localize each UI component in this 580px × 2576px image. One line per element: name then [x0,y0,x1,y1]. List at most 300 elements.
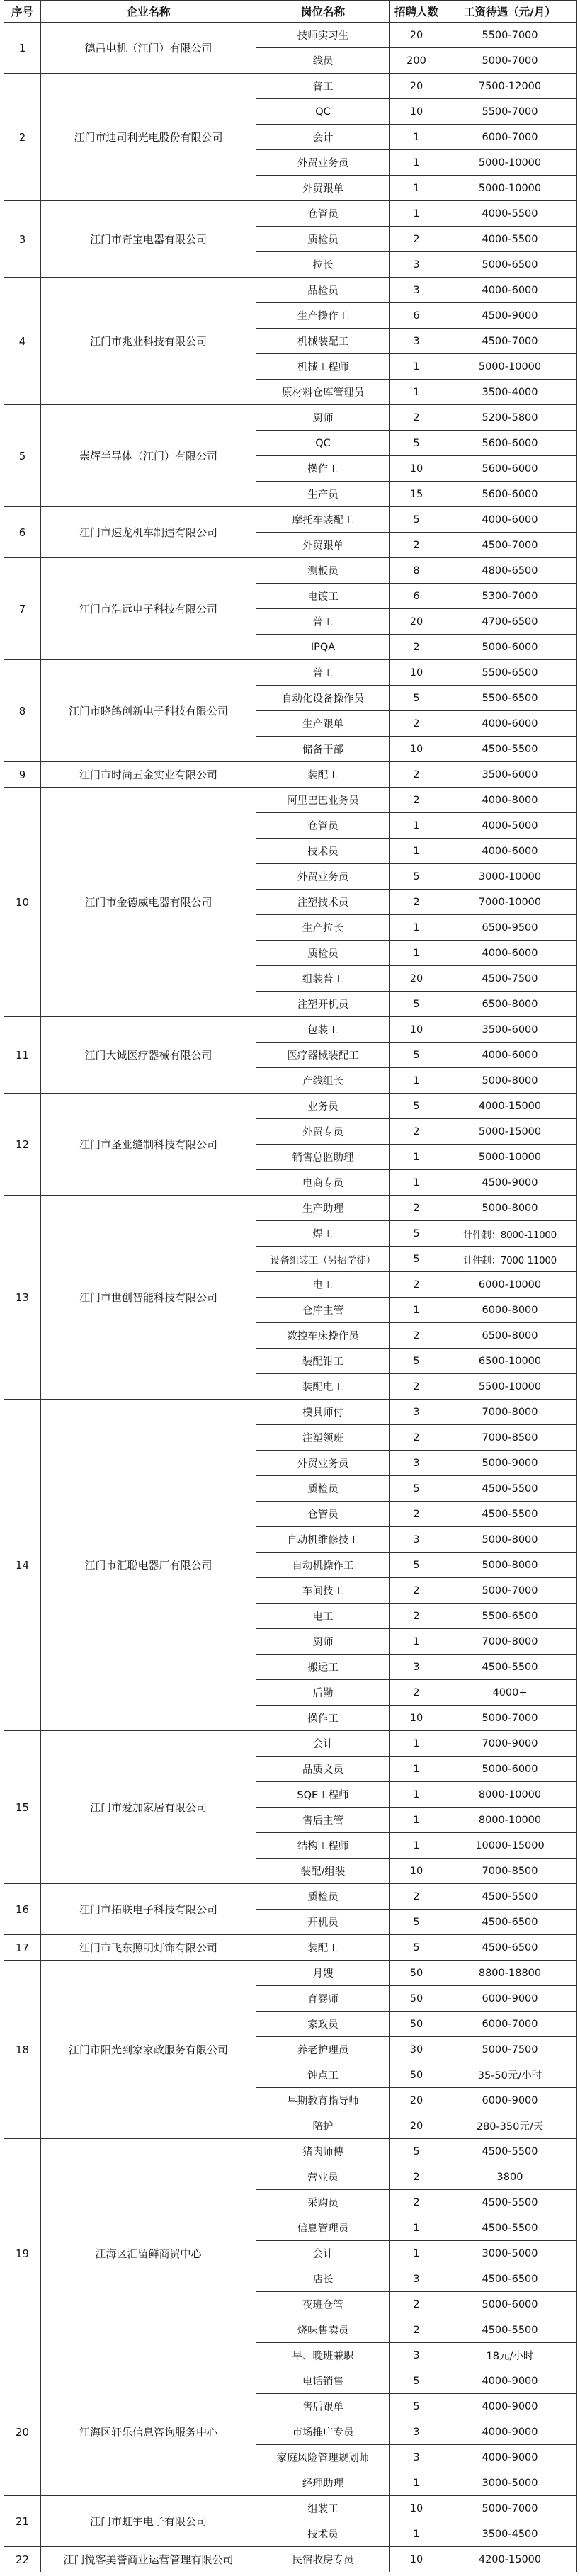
position-name: 育婴师 [256,1986,390,2012]
headcount: 1 [390,839,443,864]
salary: 10000-15000 [443,1833,577,1859]
salary: 7000-9000 [443,1731,577,1757]
table-row [4,788,577,813]
headcount: 2 [390,1502,443,1527]
salary: 5500-7000 [443,23,577,48]
salary: 3500-6000 [443,1017,577,1043]
headcount: 5 [390,686,443,711]
salary: 5000-10000 [443,1145,577,1170]
company-name: 江门市虹宇电子有限公司 [41,2496,256,2547]
position-name: 售后主管 [256,1808,390,1833]
salary: 5300-7000 [443,584,577,609]
position-name: 生产拉长 [256,915,390,941]
position-name: 厨师 [256,1629,390,1655]
headcount: 2 [390,711,443,737]
position-name: 自动机操作工 [256,1553,390,1578]
salary: 5500-6500 [443,1604,577,1629]
headcount: 10 [390,1706,443,1731]
position-name: 市场推广专员 [256,2419,390,2445]
salary: 4000-6000 [443,278,577,303]
position-name: 普工 [256,609,390,635]
company-name: 江门市晓鸽创新电子科技有限公司 [41,660,256,762]
salary: 计件制：8000-11000 [443,1221,577,1247]
position-name: 阿里巴巴业务员 [256,788,390,813]
headcount: 3 [390,252,443,278]
position-name: 仓管员 [256,201,390,227]
position-name: 质检员 [256,1476,390,1502]
headcount: 1 [390,2241,443,2266]
headcount: 10 [390,2547,443,2572]
company-number: 3 [4,201,41,278]
position-name: 搬运工 [256,1655,390,1680]
salary: 4500-5500 [443,2215,577,2241]
position-name: 会计 [256,125,390,150]
salary: 5000-6000 [443,2292,577,2317]
salary: 4000-5000 [443,813,577,839]
salary: 5000-6000 [443,635,577,660]
position-name: 测板员 [256,558,390,584]
position-name: IPQA [256,635,390,660]
company-name: 江门市汇聪电器厂有限公司 [41,1400,256,1731]
salary: 4500-5500 [443,1655,577,1680]
company-name: 江门市浩远电子科技有限公司 [41,558,256,660]
headcount: 1 [390,1782,443,1808]
salary: 5000-8000 [443,1553,577,1578]
company-number: 17 [4,1935,41,1961]
headcount: 3 [390,329,443,354]
salary: 4500-6500 [443,1935,577,1961]
position-name: 生产跟单 [256,711,390,737]
salary: 6000-9000 [443,2088,577,2113]
position-name: 注塑领班 [256,1425,390,1451]
company-name: 江门市速龙机车制造有限公司 [41,507,256,558]
headcount: 2 [390,2292,443,2317]
headcount: 1 [390,150,443,176]
salary: 5000-10000 [443,354,577,380]
salary: 3000-5000 [443,2241,577,2266]
salary: 5000-7000 [443,2496,577,2521]
salary: 4500-9000 [443,1170,577,1196]
company-number: 1 [4,23,41,74]
headcount: 3 [390,2445,443,2470]
position-name: 销售总监助理 [256,1145,390,1170]
salary: 6000-7000 [443,2012,577,2037]
headcount: 1 [390,380,443,405]
position-name: 生产助理 [256,1196,390,1221]
salary: 5600-6000 [443,431,577,456]
position-name: 产线组长 [256,1068,390,1094]
salary: 4500-9000 [443,303,577,329]
company-name: 江海区轩乐信息咨询服务中心 [41,2368,256,2496]
company-name: 江门市飞东照明灯饰有限公司 [41,1935,256,1961]
company-number: 20 [4,2368,41,2496]
headcount: 50 [390,1961,443,1986]
headcount: 2 [390,1272,443,1298]
company-name: 江门市奇宝电器有限公司 [41,201,256,278]
salary: 6000-8000 [443,1298,577,1323]
table-row [4,405,577,431]
position-name: 会计 [256,2241,390,2266]
headcount: 15 [390,482,443,507]
position-name: 陪护 [256,2113,390,2139]
position-name: 品质文员 [256,1757,390,1782]
position-name: 生产员 [256,482,390,507]
headcount: 2 [390,2190,443,2215]
position-name: 电工 [256,1272,390,1298]
table-row [4,1196,577,1221]
position-name: 外贸业务员 [256,1451,390,1476]
company-number: 6 [4,507,41,558]
headcount: 6 [390,584,443,609]
headcount: 20 [390,2113,443,2139]
headcount: 1 [390,941,443,966]
company-number: 2 [4,74,41,201]
headcount: 1 [390,1833,443,1859]
salary: 4500-5500 [443,1476,577,1502]
position-name: QC [256,99,390,125]
headcount: 1 [390,1808,443,1833]
salary: 3800 [443,2164,577,2190]
table-row [4,1094,577,1119]
position-name: 家政员 [256,2012,390,2037]
position-name: 外贸专员 [256,1119,390,1145]
headcount: 200 [390,48,443,74]
position-name: 设备组装工（另招学徒） [256,1247,390,1272]
headcount: 3 [390,1655,443,1680]
table-row [4,2368,577,2394]
position-name: 猪肉师傅 [256,2139,390,2164]
salary: 4500-7000 [443,329,577,354]
headcount: 5 [390,1247,443,1272]
headcount: 50 [390,1986,443,2012]
job-table [4,0,577,2572]
position-name: 月嫂 [256,1961,390,1986]
headcount: 1 [390,176,443,201]
position-name: 技术员 [256,839,390,864]
salary: 35-50元/小时 [443,2062,577,2088]
company-number: 15 [4,1731,41,1884]
company-number: 21 [4,2496,41,2547]
position-name: 质检员 [256,227,390,252]
position-name: 技师实习生 [256,23,390,48]
salary: 5500-6500 [443,660,577,686]
position-name: 注塑开机员 [256,992,390,1017]
position-name: 数控车床操作员 [256,1323,390,1349]
salary: 8000-10000 [443,1808,577,1833]
salary: 4000-8000 [443,788,577,813]
position-name: 线员 [256,48,390,74]
salary: 4500-5500 [443,2139,577,2164]
salary: 6000-10000 [443,1272,577,1298]
position-name: 拉长 [256,252,390,278]
salary: 4000-9000 [443,2445,577,2470]
headcount: 1 [390,2521,443,2547]
headcount: 1 [390,1298,443,1323]
salary: 4000-9000 [443,2394,577,2419]
salary: 4500-6500 [443,1910,577,1935]
salary: 5000-8000 [443,1196,577,1221]
headcount: 20 [390,966,443,992]
salary: 4500-5500 [443,2317,577,2343]
headcount: 10 [390,660,443,686]
salary: 5000-15000 [443,1119,577,1145]
salary: 3000-10000 [443,864,577,890]
header-no: 序号 [4,1,41,23]
salary: 3500-6000 [443,762,577,788]
headcount: 5 [390,1553,443,1578]
company-name: 崇辉半导体（江门）有限公司 [41,405,256,507]
position-name: 组装普工 [256,966,390,992]
headcount: 20 [390,609,443,635]
salary: 5000-7000 [443,48,577,74]
position-name: 业务员 [256,1094,390,1119]
company-number: 9 [4,762,41,788]
salary: 4500-7500 [443,966,577,992]
table-row [4,1961,577,1986]
table-row [4,1400,577,1425]
salary: 5600-6000 [443,482,577,507]
position-name: 普工 [256,660,390,686]
salary: 8000-10000 [443,1782,577,1808]
position-name: 装配工 [256,1935,390,1961]
company-number: 14 [4,1400,41,1731]
position-name: 摩托车装配工 [256,507,390,533]
headcount: 5 [390,1935,443,1961]
position-name: 电商专员 [256,1170,390,1196]
header-company: 企业名称 [41,1,256,23]
position-name: 外贸业务员 [256,150,390,176]
salary: 280-350元/天 [443,2113,577,2139]
headcount: 10 [390,1017,443,1043]
headcount: 20 [390,2088,443,2113]
position-name: 机械工程师 [256,354,390,380]
position-name: 装配/组装 [256,1859,390,1884]
position-name: 售后跟单 [256,2394,390,2419]
company-number: 22 [4,2547,41,2572]
headcount: 2 [390,2317,443,2343]
headcount: 2 [390,227,443,252]
position-name: 会计 [256,1731,390,1757]
table-row [4,762,577,788]
salary: 4500-7000 [443,533,577,558]
headcount: 30 [390,2037,443,2062]
position-name: 装配工 [256,762,390,788]
position-name: 注塑技术员 [256,890,390,915]
headcount: 1 [390,354,443,380]
headcount: 5 [390,864,443,890]
salary: 3500-4500 [443,2521,577,2547]
position-name: 经理助理 [256,2470,390,2496]
salary: 4000-15000 [443,1094,577,1119]
headcount: 1 [390,1757,443,1782]
position-name: 外贸跟单 [256,533,390,558]
headcount: 1 [390,1629,443,1655]
position-name: 操作工 [256,456,390,482]
headcount: 5 [390,2139,443,2164]
salary: 5000-7500 [443,2037,577,2062]
headcount: 1 [390,125,443,150]
position-name: 采购员 [256,2190,390,2215]
headcount: 8 [390,558,443,584]
company-name: 德昌电机（江门）有限公司 [41,23,256,74]
header-salary: 工资待遇（元/月） [443,1,577,23]
company-number: 16 [4,1884,41,1935]
headcount: 10 [390,1859,443,1884]
headcount: 2 [390,1680,443,1706]
salary: 4000-5500 [443,201,577,227]
salary: 6500-8000 [443,1323,577,1349]
salary: 5500-6500 [443,686,577,711]
headcount: 5 [390,2368,443,2394]
headcount: 5 [390,1476,443,1502]
position-name: 电话销售 [256,2368,390,2394]
company-name: 江门市爱加家居有限公司 [41,1731,256,1884]
company-name: 江门市时尚五金实业有限公司 [41,762,256,788]
headcount: 1 [390,2215,443,2241]
salary: 5500-7000 [443,99,577,125]
headcount: 5 [390,992,443,1017]
salary: 7500-12000 [443,74,577,99]
table-row [4,1884,577,1910]
position-name: SQE工程师 [256,1782,390,1808]
salary: 4500-6500 [443,2266,577,2292]
headcount: 50 [390,2012,443,2037]
salary: 4500-5500 [443,1884,577,1910]
salary: 5600-6000 [443,456,577,482]
salary: 3000-5000 [443,2470,577,2496]
salary: 6000-7000 [443,125,577,150]
header-count: 招聘人数 [390,1,443,23]
salary: 5000-7000 [443,1578,577,1604]
headcount: 3 [390,1451,443,1476]
company-name: 江门悦客美誉商业运营管理有限公司 [41,2547,256,2572]
position-name: 店长 [256,2266,390,2292]
salary: 3500-4000 [443,380,577,405]
headcount: 2 [390,1196,443,1221]
salary: 5000-6500 [443,252,577,278]
company-name: 江门市金德威电器有限公司 [41,788,256,1017]
headcount: 1 [390,1170,443,1196]
headcount: 2 [390,1604,443,1629]
table-row [4,2139,577,2164]
headcount: 2 [390,762,443,788]
position-name: 装配钳工 [256,1349,390,1374]
headcount: 20 [390,23,443,48]
position-name: 早、晚班兼职 [256,2343,390,2368]
headcount: 5 [390,1221,443,1247]
salary: 8800-18800 [443,1961,577,1986]
headcount: 2 [390,635,443,660]
headcount: 3 [390,278,443,303]
position-name: 品检员 [256,278,390,303]
position-name: 装配电工 [256,1374,390,1400]
table-row [4,2496,577,2521]
salary: 4000-5500 [443,227,577,252]
salary: 计件制：7000-11000 [443,1247,577,1272]
salary: 4700-6500 [443,609,577,635]
headcount: 2 [390,890,443,915]
headcount: 3 [390,2419,443,2445]
company-name: 江门市世创智能科技有限公司 [41,1196,256,1400]
salary: 18元/小时 [443,2343,577,2368]
headcount: 2 [390,1374,443,1400]
headcount: 3 [390,1527,443,1553]
position-name: 自动化设备操作员 [256,686,390,711]
position-name: 外贸业务员 [256,864,390,890]
salary: 4000-6000 [443,711,577,737]
position-name: 养老护理员 [256,2037,390,2062]
position-name: 电工 [256,1604,390,1629]
position-name: 结构工程师 [256,1833,390,1859]
headcount: 2 [390,1578,443,1604]
position-name: 营业员 [256,2164,390,2190]
headcount: 1 [390,201,443,227]
headcount: 10 [390,737,443,762]
salary: 4000-9000 [443,2419,577,2445]
headcount: 1 [390,1068,443,1094]
position-name: 原材料仓库管理员 [256,380,390,405]
salary: 6500-10000 [443,1349,577,1374]
headcount: 10 [390,456,443,482]
salary: 6500-8000 [443,992,577,1017]
headcount: 2 [390,788,443,813]
salary: 4000-6000 [443,839,577,864]
company-number: 12 [4,1094,41,1196]
position-name: 后勤 [256,1680,390,1706]
headcount: 3 [390,1400,443,1425]
salary: 5000-9000 [443,1451,577,1476]
position-name: 包装工 [256,1017,390,1043]
headcount: 5 [390,1094,443,1119]
position-name: 民宿收房专员 [256,2547,390,2572]
headcount: 2 [390,1119,443,1145]
position-name: 普工 [256,74,390,99]
headcount: 10 [390,2496,443,2521]
table-row [4,1017,577,1043]
salary: 4200-15000 [443,2547,577,2572]
salary: 5200-5800 [443,405,577,431]
salary: 4000-6000 [443,941,577,966]
position-name: 开机员 [256,1910,390,1935]
table-row [4,1935,577,1961]
company-name: 江门市兆业科技有限公司 [41,278,256,405]
salary: 6000-9000 [443,1986,577,2012]
position-name: 模具师付 [256,1400,390,1425]
salary: 4000+ [443,1680,577,1706]
position-name: 外贸跟单 [256,176,390,201]
company-name: 江门大诚医疗器械有限公司 [41,1017,256,1094]
table-row [4,201,577,227]
company-name: 江门市阳光到家家政服务有限公司 [41,1961,256,2139]
salary: 4800-6500 [443,558,577,584]
company-number: 4 [4,278,41,405]
salary: 5000-8000 [443,1068,577,1094]
headcount: 1 [390,1145,443,1170]
salary: 5000-6000 [443,1757,577,1782]
table-row [4,23,577,48]
position-name: 车间技工 [256,1578,390,1604]
headcount: 1 [390,813,443,839]
salary: 7000-8000 [443,1629,577,1655]
headcount: 5 [390,431,443,456]
position-name: 质检员 [256,941,390,966]
position-name: 厨师 [256,405,390,431]
salary: 7000-8000 [443,1400,577,1425]
position-name: 机械装配工 [256,329,390,354]
company-number: 19 [4,2139,41,2368]
salary: 7000-8500 [443,1425,577,1451]
salary: 4000-6000 [443,507,577,533]
